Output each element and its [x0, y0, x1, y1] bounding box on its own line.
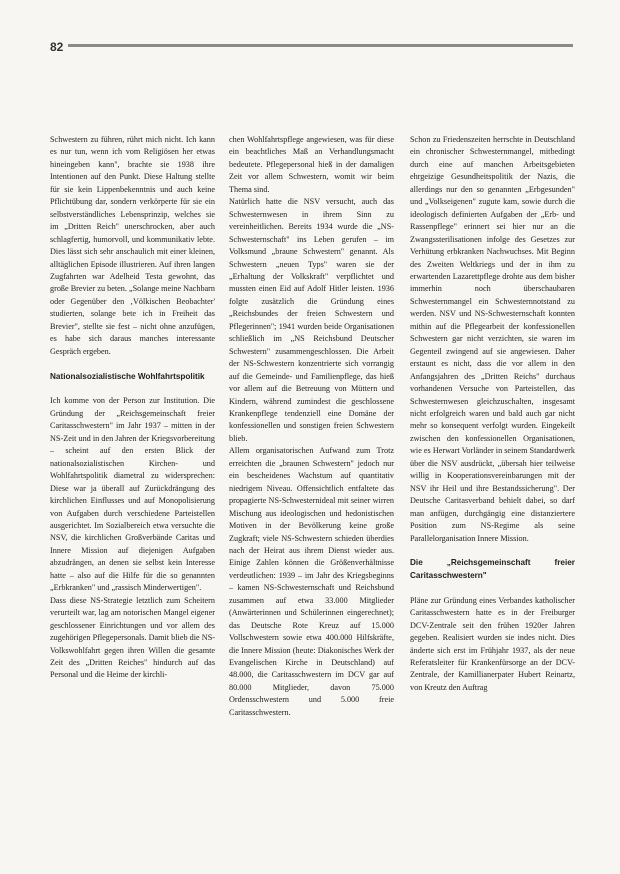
header-rule	[68, 44, 573, 47]
paragraph: Pläne zur Gründung eines Verbandes katholischer Caritasschwestern hatte es in der Freiburger DCV-Zentrale seit den frühen 1920er Jahren gegeben. Realisiert wurden sie indes nicht. Dies änderte sich erst im Frühjahr 1937, als der neue Referatsleiter für Krankenfürsorge an der DCV-Zentrale, der Kamillianerpater Hubert Reinartz, von Kreutz den Auftrag	[410, 595, 575, 692]
column-3	[410, 134, 575, 694]
spacer	[410, 582, 575, 594]
paragraph: Allem organisatorischen Aufwand zum Trotz erreichten die „braunen Schwestern" jedoch nur ein bescheidenes Wachstum auf quantitativ niedrigem Niveau. Offensichtlich entfaltete das propagierte NS-Schwesternideal mit seiner wirren Mischung aus ideologischen und hedonistischen Motiven in der Bevölkerung keine große Zugkraft; viele NS-Schwestern schieden überdies nach der Heirat aus ihrem Dienst wieder aus. Einige Zahlen können die Größenverhältnisse verdeutlichen: 1939 – im Jahr des Kriegsbeginns – kamen NS-Schwesternschaft und Reichsbund zusammen auf etwa 33.000 Mitglieder (Anwärterinnen und Schülerinnen eingerechnet); das Deutsche Rote Kreuz auf 15.000 Vollschwestern sowie etwa 400.000 Hilfskräfte, die Innere Mission (heute: Diakonisches Werk der Evangelischen Kirche in Deutschland) auf 48.000, die Caritasschwestern im DCV gar auf 80.000 Mitglieder, davon 75.000 Ordensschwestern und 5.000 freie Caritasschwestern.	[229, 446, 394, 717]
paragraph: Dass diese NS-Strategie letztlich zum Scheitern verurteilt war, lag am notorischen Mangel eigener geschlossener Einrichtungen und vor allem des zugehörigen Pflegepersonals. Damit blieb die NS-Volkswohlfahrt gegen ihren Willen die gesamte Zeit des „Dritten Reiches" hindurch auf das Personal und die Heime der kirchli-	[50, 595, 215, 680]
column-1	[50, 134, 215, 682]
page-number: 82	[50, 40, 64, 54]
paragraph: chen Wohlfahrtspflege angewiesen, was für diese ein beachtliches Maß an Verhandlungsmacht bedeutete. Pflegepersonal hieß in der damaligen Zeit vor allem Schwestern, womit wir beim Thema sind.	[229, 135, 394, 194]
paragraph: Natürlich hatte die NSV versucht, auch das Schwesternwesen in ihrem Sinn zu vereinheitlichen. Bereits 1934 wurde die „NS-Schwesternschaft" ins Leben gerufen – im Volksmund „braune Schwestern" genannt. Als Schwestern „neuen Typs" waren sie der „Erhaltung der Volkskraft" verpflichtet und mussten einen Eid auf Adolf Hitler leisten. 1936 folgte zusätzlich die Gründung eines „Reichsbundes der freien Schwestern und Pflegerinnen"; 1941 wurden beide Organisationen schließlich im „NS Reichsbund Deutscher Schwestern" zusammengeschlossen. Die Arbeit der NS-Schwestern konzentrierte sich vorrangig auf die Gemeinde- und Familienpflege, das hieß vor allem auf die Betreuung von Müttern und Kindern, während zumindest die geschlossene Krankenpflege tendenziell eine Domäne der konfessionellen und sonstigen freien Schwestern blieb.	[229, 197, 394, 443]
column-2	[229, 134, 394, 719]
section-heading: Nationalsozialistische Wohlfahrtspolitik	[50, 371, 205, 381]
spacer	[50, 358, 215, 370]
spacer	[410, 545, 575, 557]
paragraph: Schon zu Friedenszeiten herrschte in Deutschland ein chronischer Schwesternmangel, mitbedingt durch eine auf manchen Arbeitsgebieten ehrgeizige Gesundheitspolitik der Nazis, die allerdings nur den so genannten „Erbgesunden" und „Volkseigenen" zugute kam, sowie durch die ideologisch definierten Aufgaben der „Erb- und Rassenpflege" erinnert sei hier nur an die Zwangssterilisationen infolge des Gesetzes zur Verhütung erbkranken Nachwuchses. Mit Beginn des Zweiten Weltkriegs und der in ihm zu erwartenden Lazarettpflege drohte aus dem bisher immerhin noch überschaubaren Schwesternmangel ein Schwesternnotstand zu werden. NSV und NS-Schwesternschaft konnten mithin auf die Pflegearbeit der konfessionellen Schwestern gar nicht verzichten, sie waren im Gegenteil zwingend auf sie angewiesen. Daher erstaunt es nicht, dass die vor allem in den Anfangsjahren des „Dritten Reichs" durchaus vorhandenen Versuche von Parteistellen, das Schwesternwesen gleichzuschalten, insgesamt nicht erfolgreich waren und bald auch gar nicht mehr so konsequent verfolgt wurden. Eingekeilt zwischen den konfessionellen Organisationen, wie es Herwart Vorländer in seinem Standardwerk über die NSV ausdrückt, „übersah hier teilweise willig in Kooperationsvereinbarungen mit der NSV ihr Heil und ihre Bestandssicherung". Der Deutsche Caritasverband behielt dabei, so darf man anfügen, durchgängig eine distanziertere Position zum NS-Regime als seine Parallelorganisation Innere Mission.	[410, 135, 575, 543]
paragraph: Ich komme von der Person zur Institution. Die Gründung der „Reichsgemeinschaft freier Caritasschwestern" im Jahr 1937 – mitten in der NS-Zeit und in den Jahren der Kriegsvorbereitung – scheint auf den ersten Blick der nationalsozialistischen Kirchen- und Wohlfahrtspolitik diametral zu widersprechen: Diese war ja überall auf Zurückdrängung des kirchlichen Einflusses und auf Monopolisierung von Aufgaben durch verschiedene Parteistellen ausgerichtet. Im Sozialbereich etwa versuchte die NSV, die kirchlichen Großverbände Caritas und Innere Mission auf diejenigen Aufgaben abzudrängen, an denen sie selbst kein Interesse hatte – also auf die Hilfe für die so genannten „Erbkranken" und „rassisch Minderwertigen".	[50, 396, 215, 593]
section-heading: Die „Reichsgemeinschaft freier Caritasschwestern"	[410, 558, 575, 580]
paragraph: Schwestern zu führen, rührt mich nicht. Ich kann es nur tun, wenn ich vom Religiösen her etwas hineingeben kann", brachte sie 1938 ihre Intentionen auf den Punkt. Diese Haltung stellte für sie kein Lippenbekenntnis und auch keine Pflichtübung dar, sondern verkörperte für sie ein selbstverständliches Lebensprinzip, welches sie im „Dritten Reich" unerschrocken, aber auch schlagfertig, humorvoll, und kommunikativ lebte. Dies lässt sich sehr anschaulich mit einer kleinen, alltäglichen Episode illustrieren. Auf ihren langen Zugfahrten war Adelheid Testa gewohnt, das große Brevier zu beten. „Solange meine Nachbarn oder Gegenüber den ‚Völkischen Beobachter' studierten, solange bete ich in Freiheit das Brevier", stellte sie fest – nicht ohne anzufügen, es habe sich daraus manches interessante Gespräch ergeben.	[50, 135, 215, 356]
spacer	[50, 383, 215, 395]
